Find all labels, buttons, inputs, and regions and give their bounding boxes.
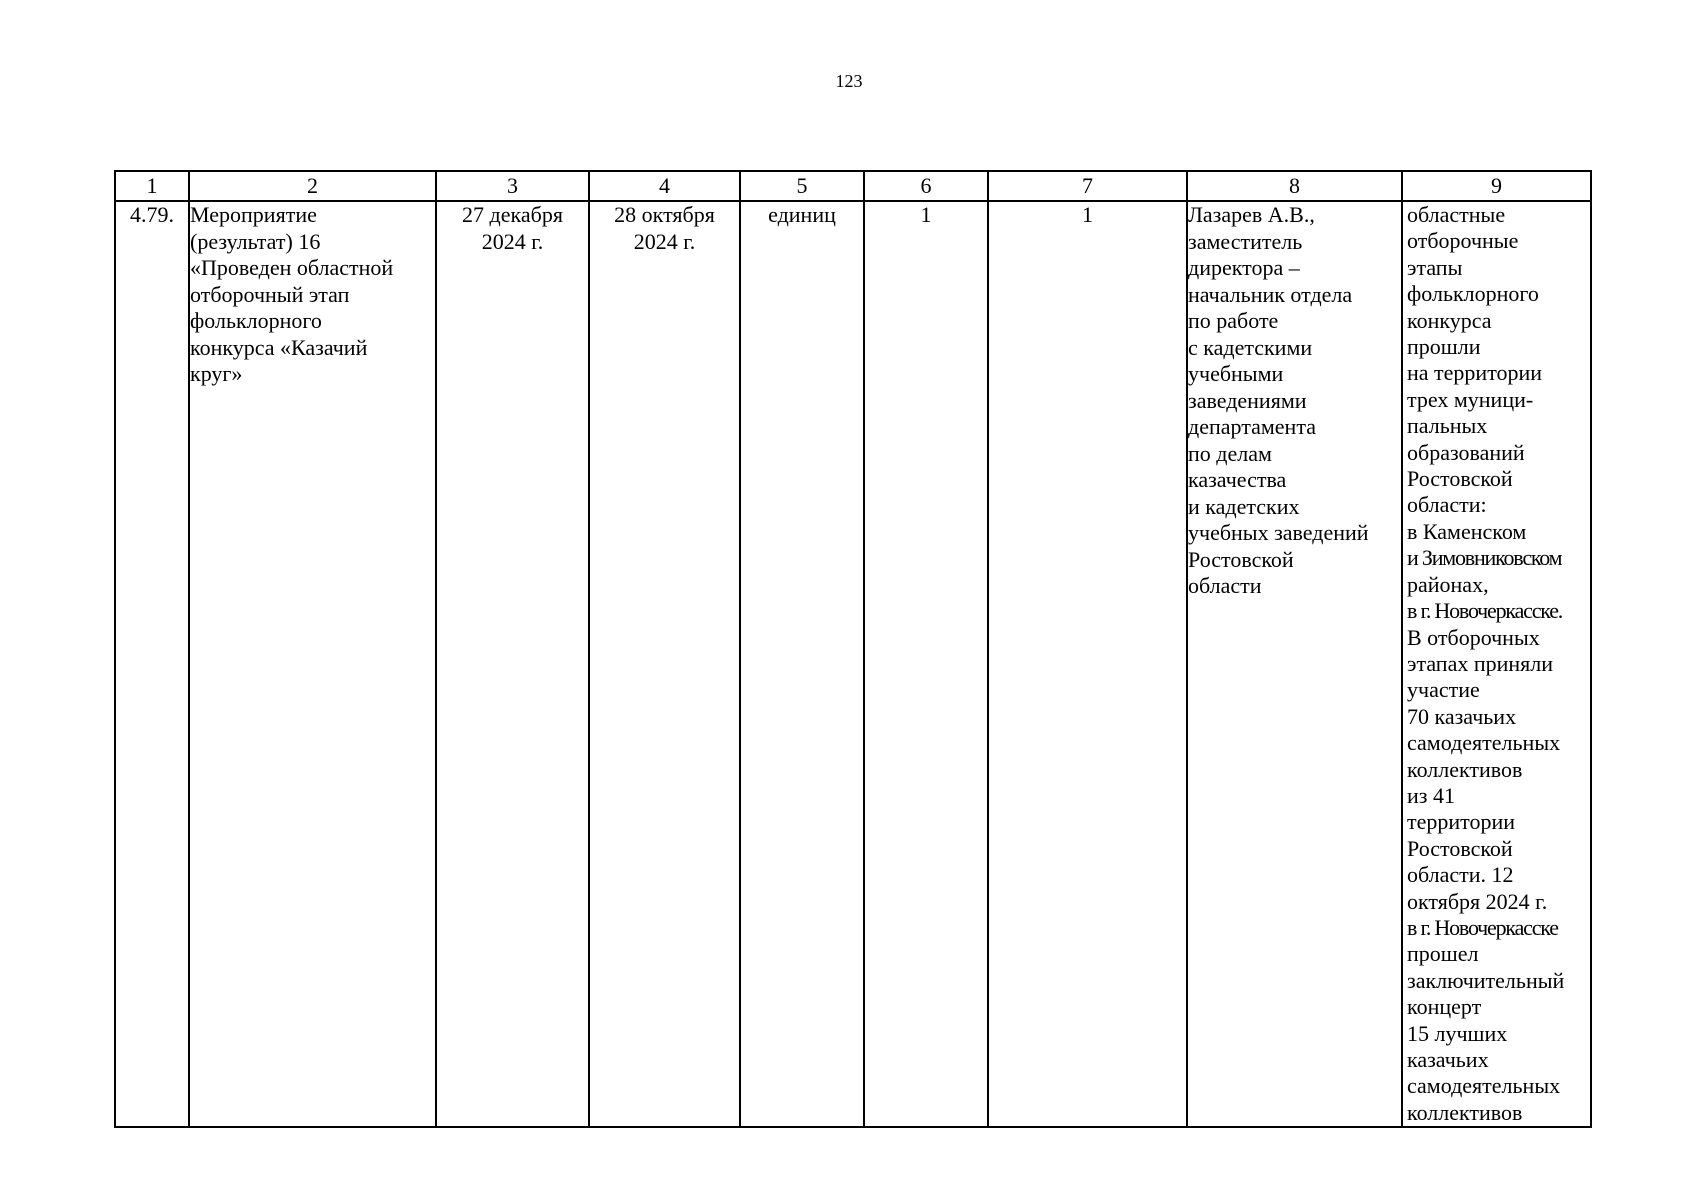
cell-actual-value <box>988 201 1187 1127</box>
cell-item-number <box>115 201 189 1127</box>
responsible-line: по делам <box>1188 440 1272 466</box>
result-line: на территории <box>1407 360 1543 386</box>
result-line: территории <box>1407 809 1516 835</box>
actual-date-line: 2024 г. <box>633 228 696 254</box>
result-line: октября 2024 г. <box>1407 888 1548 914</box>
planned-value-text: 1 <box>920 202 932 227</box>
header-col-8: 8 <box>1187 171 1402 201</box>
result-line: фольклорного <box>1407 281 1539 307</box>
responsible-line: учебными <box>1188 361 1284 386</box>
header-col-7: 7 <box>988 171 1187 201</box>
report-table <box>114 170 1592 1128</box>
result-line: области. 12 <box>1407 862 1514 888</box>
cell-actual-date <box>589 201 740 1127</box>
responsible-line: департамента <box>1188 414 1316 439</box>
actual-value-text: 1 <box>1082 202 1093 227</box>
event-name-line: фольклорного <box>190 308 322 333</box>
result-line: областные <box>1407 202 1506 227</box>
result-line: 15 лучших <box>1407 1020 1508 1046</box>
result-line: в г. Новочеркасске <box>1407 914 1558 940</box>
responsible-line: учебных заведений <box>1188 520 1369 545</box>
result-line: образований <box>1407 439 1525 465</box>
result-line: прошел <box>1407 941 1479 967</box>
result-line: районах, <box>1407 571 1489 597</box>
cell-planned-date <box>436 201 589 1127</box>
planned-date-line: 27 декабря <box>462 202 563 227</box>
result-line: из 41 <box>1407 782 1455 808</box>
result-line: прошли <box>1407 334 1481 360</box>
header-col-4: 4 <box>589 171 740 201</box>
event-name-line: конкурса «Казачий <box>190 334 368 360</box>
result-line: самодеятельных <box>1407 730 1561 756</box>
cell-planned-value <box>864 201 988 1127</box>
result-line: трех муници- <box>1407 386 1534 412</box>
result-line: коллективов <box>1407 1099 1523 1125</box>
result-line: в Каменском <box>1407 518 1527 544</box>
unit-text: единиц <box>768 202 836 227</box>
header-col-6: 6 <box>864 171 988 201</box>
event-name-line: отборочный этап <box>190 281 350 307</box>
result-line: казачьих <box>1407 1047 1489 1072</box>
table-row <box>115 201 1591 1127</box>
responsible-line: казачества <box>1188 467 1287 492</box>
responsible-line: с кадетскими <box>1188 334 1313 360</box>
header-col-2: 2 <box>189 171 436 201</box>
responsible-line: заведениями <box>1188 387 1307 413</box>
result-line: Ростовской <box>1407 466 1513 492</box>
result-line: концерт <box>1407 994 1482 1020</box>
result-line: этапы <box>1407 254 1463 280</box>
result-line: заключительный <box>1407 967 1565 993</box>
cell-event-name <box>189 201 436 1127</box>
result-line: участие <box>1407 677 1480 703</box>
result-line: Ростовской <box>1407 835 1513 861</box>
header-col-9: 9 <box>1402 171 1591 201</box>
cell-responsible <box>1187 201 1402 1127</box>
result-line: 70 казачьих <box>1407 703 1517 729</box>
result-line: отборочные <box>1407 228 1519 254</box>
result-line: В отборочных <box>1407 624 1540 650</box>
event-name-line: Мероприятие <box>190 202 317 227</box>
planned-date-line: 2024 г. <box>481 228 544 254</box>
actual-date-line: 28 октября <box>614 202 715 227</box>
responsible-line: начальник отдела <box>1188 281 1353 307</box>
cell-unit <box>740 201 864 1127</box>
responsible-line: области <box>1188 573 1262 598</box>
page-number: 123 <box>835 71 863 91</box>
responsible-line: по работе <box>1188 308 1279 333</box>
header-col-5: 5 <box>740 171 864 201</box>
item-number-text: 4.79. <box>130 202 174 227</box>
responsible-line: Лазарев А.В., <box>1188 202 1315 227</box>
result-line: в г. Новочеркасске. <box>1407 598 1563 624</box>
result-line: области: <box>1407 492 1487 518</box>
result-line: самодеятельных <box>1407 1073 1561 1099</box>
responsible-line: директора – <box>1188 255 1300 280</box>
event-name-line: «Проведен областной <box>190 255 394 280</box>
result-line: коллективов <box>1407 756 1523 782</box>
cell-result-description <box>1402 201 1591 1127</box>
result-line: конкурса <box>1407 307 1492 333</box>
event-name-line: (результат) 16 <box>190 228 321 254</box>
event-name-line: круг» <box>190 361 243 386</box>
result-line: и Зимовниковском <box>1407 545 1562 571</box>
header-col-3: 3 <box>436 171 589 201</box>
result-line: этапах приняли <box>1407 650 1554 676</box>
responsible-line: и кадетских <box>1188 493 1300 519</box>
responsible-line: Ростовской <box>1188 546 1294 572</box>
header-row <box>115 171 1591 201</box>
header-col-1: 1 <box>115 171 189 201</box>
result-line: пальных <box>1407 413 1488 439</box>
responsible-line: заместитель <box>1188 228 1303 254</box>
